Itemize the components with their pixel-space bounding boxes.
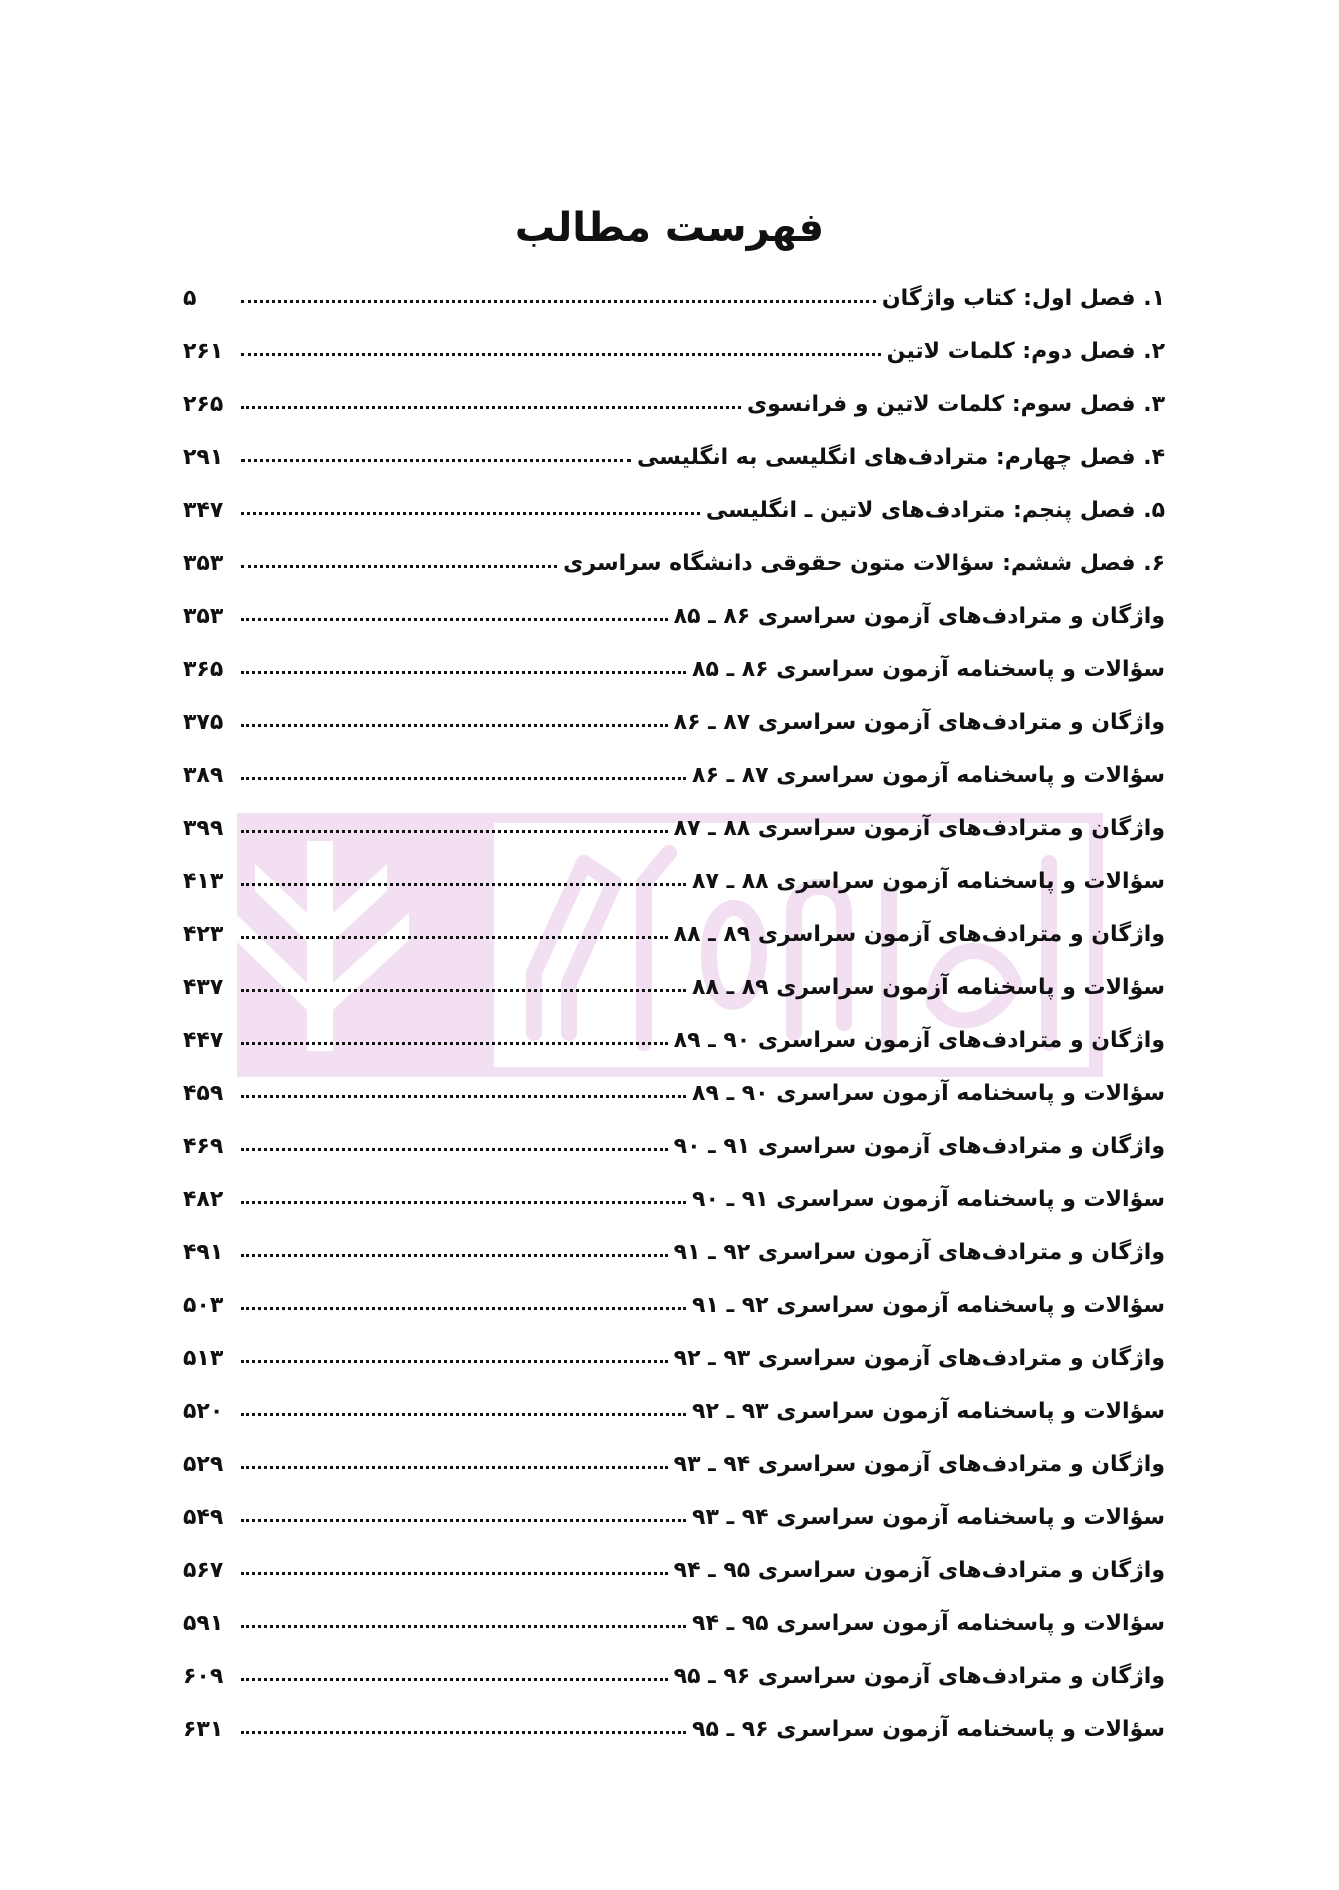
toc-entry-page-number: ۴۳۷ — [183, 975, 224, 1000]
dot-leader — [241, 935, 668, 939]
toc-entry-page-number: ۵۶۷ — [183, 1558, 224, 1583]
toc-entry-title: ۵. فصل پنجم: مترادف‌های لاتین ـ انگلیسی — [705, 498, 1165, 523]
toc-entry-title: ۴. فصل چهارم: مترادف‌های انگلیسی به انگلیسی — [636, 445, 1165, 470]
toc-entry-title: سؤالات و پاسخنامه آزمون سراسری ۸۷ ـ ۸۶ — [692, 763, 1165, 788]
dot-leader — [241, 1147, 668, 1151]
dot-leader — [241, 1041, 668, 1045]
toc-entry-page-number: ۵۲۹ — [183, 1452, 224, 1477]
toc-entry-page-number: ۴۴۷ — [183, 1028, 224, 1053]
toc-entry-page-number: ۳۹۹ — [183, 816, 224, 841]
toc-entry[interactable] — [183, 331, 1165, 384]
toc-entry[interactable] — [183, 1709, 1165, 1762]
toc-entry[interactable] — [183, 967, 1165, 1020]
toc-entry-page-number: ۵ — [183, 286, 197, 311]
toc-entry[interactable] — [183, 1338, 1165, 1391]
dot-leader — [241, 670, 686, 674]
toc-entry[interactable] — [183, 808, 1165, 861]
toc-entry[interactable] — [183, 649, 1165, 702]
toc-entry-page-number: ۵۱۳ — [183, 1346, 224, 1371]
toc-entry-page-number: ۳۵۳ — [183, 604, 224, 629]
toc-entry-page-number: ۳۷۵ — [183, 710, 224, 735]
dot-leader — [241, 776, 686, 780]
dot-leader — [241, 1412, 686, 1416]
toc-entry-title: واژگان و مترادف‌های آزمون سراسری ۹۰ ـ ۸۹ — [673, 1028, 1165, 1053]
toc-entry[interactable] — [183, 1444, 1165, 1497]
toc-entry[interactable] — [183, 702, 1165, 755]
toc-entry-title: ۳. فصل سوم: کلمات لاتین و فرانسوی — [746, 392, 1165, 417]
toc-entry[interactable] — [183, 1020, 1165, 1073]
table-of-contents — [183, 278, 1165, 1762]
toc-entry-page-number: ۵۹۱ — [183, 1611, 224, 1636]
toc-entry-page-number: ۵۴۹ — [183, 1505, 224, 1530]
dot-leader — [241, 829, 668, 833]
toc-entry-page-number: ۴۵۹ — [183, 1081, 224, 1106]
toc-entry-page-number: ۶۰۹ — [183, 1664, 224, 1689]
toc-entry-title: واژگان و مترادف‌های آزمون سراسری ۸۷ ـ ۸۶ — [673, 710, 1165, 735]
toc-entry-page-number: ۳۴۷ — [183, 498, 224, 523]
toc-entry[interactable] — [183, 1603, 1165, 1656]
toc-entry-page-number: ۶۳۱ — [183, 1717, 224, 1742]
toc-entry-title: واژگان و مترادف‌های آزمون سراسری ۸۶ ـ ۸۵ — [673, 604, 1165, 629]
toc-entry-title: سؤالات و پاسخنامه آزمون سراسری ۹۱ ـ ۹۰ — [692, 1187, 1165, 1212]
toc-entry-title: ۲. فصل دوم: کلمات لاتین — [886, 339, 1165, 364]
toc-entry-page-number: ۴۸۲ — [183, 1187, 224, 1212]
toc-entry-title: واژگان و مترادف‌های آزمون سراسری ۹۴ ـ ۹۳ — [673, 1452, 1165, 1477]
toc-entry[interactable] — [183, 1497, 1165, 1550]
dot-leader — [241, 1253, 668, 1257]
toc-entry[interactable] — [183, 1232, 1165, 1285]
toc-entry[interactable] — [183, 1179, 1165, 1232]
dot-leader — [241, 1306, 686, 1310]
toc-entry[interactable] — [183, 1550, 1165, 1603]
toc-entry-title: واژگان و مترادف‌های آزمون سراسری ۸۹ ـ ۸۸ — [673, 922, 1165, 947]
toc-entry-title: سؤالات و پاسخنامه آزمون سراسری ۹۶ ـ ۹۵ — [692, 1717, 1165, 1742]
dot-leader — [241, 1518, 686, 1522]
toc-entry-title: سؤالات و پاسخنامه آزمون سراسری ۸۶ ـ ۸۵ — [692, 657, 1165, 682]
dot-leader — [241, 511, 700, 515]
toc-entry-title: سؤالات و پاسخنامه آزمون سراسری ۹۲ ـ ۹۱ — [692, 1293, 1165, 1318]
toc-entry[interactable] — [183, 384, 1165, 437]
toc-entry-title: ۶. فصل ششم: سؤالات متون حقوقی دانشگاه سراسری — [563, 551, 1165, 576]
toc-entry-page-number: ۴۹۱ — [183, 1240, 224, 1265]
toc-entry-title: واژگان و مترادف‌های آزمون سراسری ۹۵ ـ ۹۴ — [673, 1558, 1165, 1583]
dot-leader — [241, 564, 557, 568]
toc-entry-title: واژگان و مترادف‌های آزمون سراسری ۹۳ ـ ۹۲ — [673, 1346, 1165, 1371]
dot-leader — [241, 1465, 668, 1469]
toc-entry[interactable] — [183, 278, 1165, 331]
toc-entry[interactable] — [183, 914, 1165, 967]
toc-entry[interactable] — [183, 490, 1165, 543]
dot-leader — [241, 352, 881, 356]
toc-entry-title: سؤالات و پاسخنامه آزمون سراسری ۹۵ ـ ۹۴ — [692, 1611, 1165, 1636]
toc-entry-title: سؤالات و پاسخنامه آزمون سراسری ۹۰ ـ ۸۹ — [692, 1081, 1165, 1106]
dot-leader — [241, 1200, 686, 1204]
toc-entry[interactable] — [183, 596, 1165, 649]
dot-leader — [241, 458, 631, 462]
toc-entry[interactable] — [183, 861, 1165, 914]
toc-entry[interactable] — [183, 543, 1165, 596]
dot-leader — [241, 1677, 668, 1681]
toc-entry-title: سؤالات و پاسخنامه آزمون سراسری ۸۹ ـ ۸۸ — [692, 975, 1165, 1000]
dot-leader — [241, 1730, 686, 1734]
toc-entry-title: واژگان و مترادف‌های آزمون سراسری ۹۲ ـ ۹۱ — [673, 1240, 1165, 1265]
dot-leader — [241, 988, 686, 992]
toc-entry-page-number: ۲۶۵ — [183, 392, 224, 417]
toc-entry[interactable] — [183, 1126, 1165, 1179]
toc-entry-page-number: ۳۵۳ — [183, 551, 224, 576]
toc-entry-page-number: ۴۲۳ — [183, 922, 224, 947]
toc-entry-title: سؤالات و پاسخنامه آزمون سراسری ۸۸ ـ ۸۷ — [692, 869, 1165, 894]
toc-entry-page-number: ۳۸۹ — [183, 763, 224, 788]
toc-entry-page-number: ۴۶۹ — [183, 1134, 224, 1159]
toc-entry-title: سؤالات و پاسخنامه آزمون سراسری ۹۴ ـ ۹۳ — [692, 1505, 1165, 1530]
toc-entry-page-number: ۲۶۱ — [183, 339, 224, 364]
dot-leader — [241, 299, 876, 303]
dot-leader — [241, 1624, 686, 1628]
toc-entry[interactable] — [183, 1656, 1165, 1709]
toc-entry-title: واژگان و مترادف‌های آزمون سراسری ۹۱ ـ ۹۰ — [673, 1134, 1165, 1159]
toc-entry-title: واژگان و مترادف‌های آزمون سراسری ۸۸ ـ ۸۷ — [673, 816, 1165, 841]
toc-entry[interactable] — [183, 1285, 1165, 1338]
dot-leader — [241, 405, 741, 409]
toc-entry-page-number: ۵۲۰ — [183, 1399, 224, 1424]
dot-leader — [241, 723, 668, 727]
toc-entry-page-number: ۵۰۳ — [183, 1293, 224, 1318]
dot-leader — [241, 1571, 668, 1575]
toc-entry-page-number: ۴۱۳ — [183, 869, 224, 894]
toc-entry[interactable] — [183, 437, 1165, 490]
dot-leader — [241, 1094, 686, 1098]
page-title: فهرست مطالب — [514, 205, 825, 251]
toc-entry-title: واژگان و مترادف‌های آزمون سراسری ۹۶ ـ ۹۵ — [673, 1664, 1165, 1689]
toc-entry-title: ۱. فصل اول: کتاب واژگان — [881, 286, 1165, 311]
toc-entry[interactable] — [183, 755, 1165, 808]
toc-entry[interactable] — [183, 1391, 1165, 1444]
toc-entry-page-number: ۳۶۵ — [183, 657, 224, 682]
dot-leader — [241, 1359, 668, 1363]
dot-leader — [241, 882, 686, 886]
dot-leader — [241, 617, 668, 621]
toc-entry-page-number: ۲۹۱ — [183, 445, 224, 470]
toc-entry-title: سؤالات و پاسخنامه آزمون سراسری ۹۳ ـ ۹۲ — [692, 1399, 1165, 1424]
toc-entry[interactable] — [183, 1073, 1165, 1126]
